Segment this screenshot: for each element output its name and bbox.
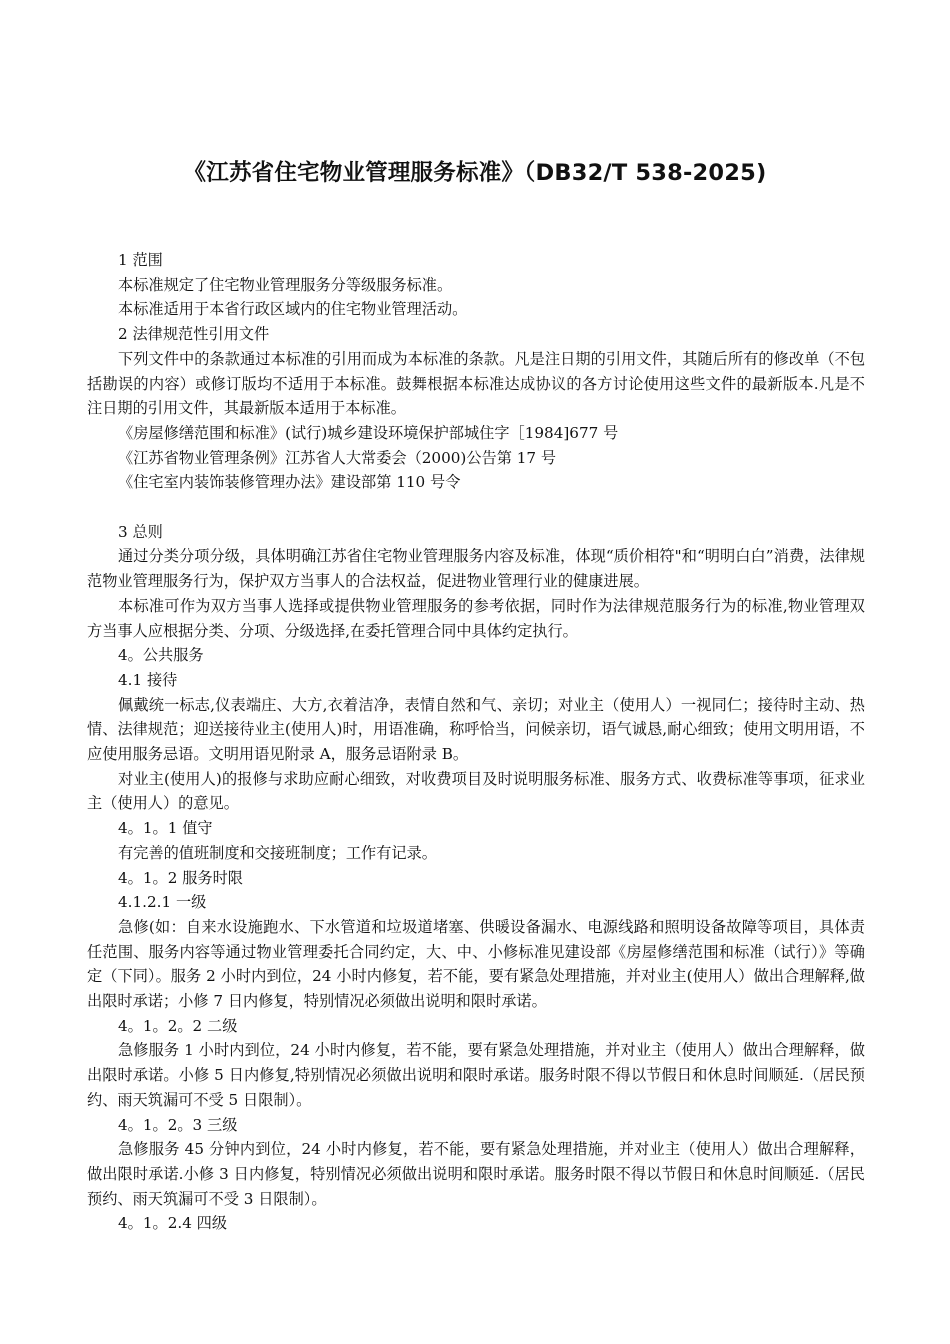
reference-item: 《江苏省物业管理条例》江苏省人大常委会（2000)公告第 17 号	[118, 448, 557, 467]
paragraph: 急修服务 45 分钟内到位，24 小时内修复，若不能，要有紧急处理措施，并对业主（使用人）做出合理解释，做出限时承诺.小修 3 日内修复，特别情况必须做出说明和限时承诺。服务时限不得以节假日和休息时间顺延.（居民预约、雨天筑漏可不受 3 日限制）。	[87, 1140, 865, 1208]
document-title: 《江苏省住宅物业管理服务标准》（DB32/T 538-2025)	[183, 160, 767, 186]
subsection-heading: 4。1。2。2 二级	[118, 1016, 238, 1035]
subsection-heading: 4.1.2.1 一级	[118, 893, 207, 912]
section-heading-references: 2 法律规范性引用文件	[118, 325, 270, 344]
subsection-heading: 4。1。2。3 三级	[118, 1115, 238, 1134]
subsection-heading: 4.1 接待	[118, 670, 178, 689]
subsection-heading: 4。1。1 值守	[118, 819, 213, 838]
paragraph: 本标准可作为双方当事人选择或提供物业管理服务的参考依据，同时作为法律规范服务行为的标准,物业管理双方当事人应根据分类、分项、分级选择,在委托管理合同中具体约定执行。	[87, 596, 865, 640]
paragraph: 通过分类分项分级，具体明确江苏省住宅物业管理服务内容及标准，体现“质价相符"和“明明白白”消费，法律规范物业管理服务行为，保护双方当事人的合法权益，促进物业管理行业的健康进展。	[87, 547, 865, 591]
reference-item: 《房屋修缮范围和标准》(试行)城乡建设环境保护部城住字［1984]677 号	[118, 423, 619, 442]
paragraph: 下列文件中的条款通过本标准的引用而成为本标准的条款。凡是注日期的引用文件，其随后所有的修改单（不包括勘误的内容）或修订版均不适用于本标准。鼓舞根据本标准达成协议的各方讨论使用这些文件的最新版本.凡是不注日期的引用文件，其最新版本适用于本标准。	[87, 349, 865, 418]
paragraph: 本标准规定了住宅物业管理服务分等级服务标准。	[118, 275, 453, 294]
paragraph: 急修服务 1 小时内到位，24 小时内修复，若不能，要有紧急处理措施，并对业主（使用人）做出合理解释，做出限时承诺。小修 5 日内修复,特别情况必须做出说明和限时承诺。服务时限不得以节假日和休息时间顺延.（居民预约、雨天筑漏可不受 5 日限制）。	[87, 1041, 865, 1109]
reference-item: 《住宅室内装饰装修管理办法》建设部第 110 号令	[118, 473, 461, 492]
subsection-heading: 4。1。2 服务时限	[118, 868, 243, 887]
paragraph: 有完善的值班制度和交接班制度；工作有记录。	[118, 843, 437, 862]
blank-line	[87, 495, 865, 520]
paragraph: 本标准适用于本省行政区域内的住宅物业管理活动。	[118, 300, 468, 319]
paragraph: 佩戴统一标志,仪表端庄、大方,衣着洁净，表情自然和气、亲切；对业主（使用人）一视同仁；接待时主动、热情、法律规范；迎送接待业主(使用人)时，用语准确，称呼恰当，问候亲切，语气诚恳,耐心细致；使用文明用语，不应使用服务忌语。文明用语见附录 A，服务忌语附录 B。	[87, 695, 865, 764]
subsection-heading: 4。1。2.4 四级	[118, 1214, 228, 1233]
section-heading-public-service: 4。公共服务	[118, 646, 204, 665]
section-heading-scope: 1 范围	[118, 251, 163, 269]
paragraph: 急修(如：自来水设施跑水、下水管道和垃圾道堵塞、供暖设备漏水、电源线路和照明设备故障等项目，具体责任范围、服务内容等通过物业管理委托合同约定，大、中、小修标准见建设部《房屋修缮范围和标准（试行）》等确定（下同）。服务 2 小时内到位，24 小时内修复，若不能，要有紧急处理措施，并对业主(使用人）做出合理解释,做出限时承诺；小修 7 日内修复，特别情况必须做出说明和限时承诺。	[87, 917, 865, 1011]
section-heading-general: 3 总则	[118, 522, 163, 541]
document-body	[87, 248, 865, 1236]
paragraph: 对业主(使用人)的报修与求助应耐心细致，对收费项目及时说明服务标准、服务方式、收费标准等事项，征求业主（使用人）的意见。	[87, 769, 865, 813]
